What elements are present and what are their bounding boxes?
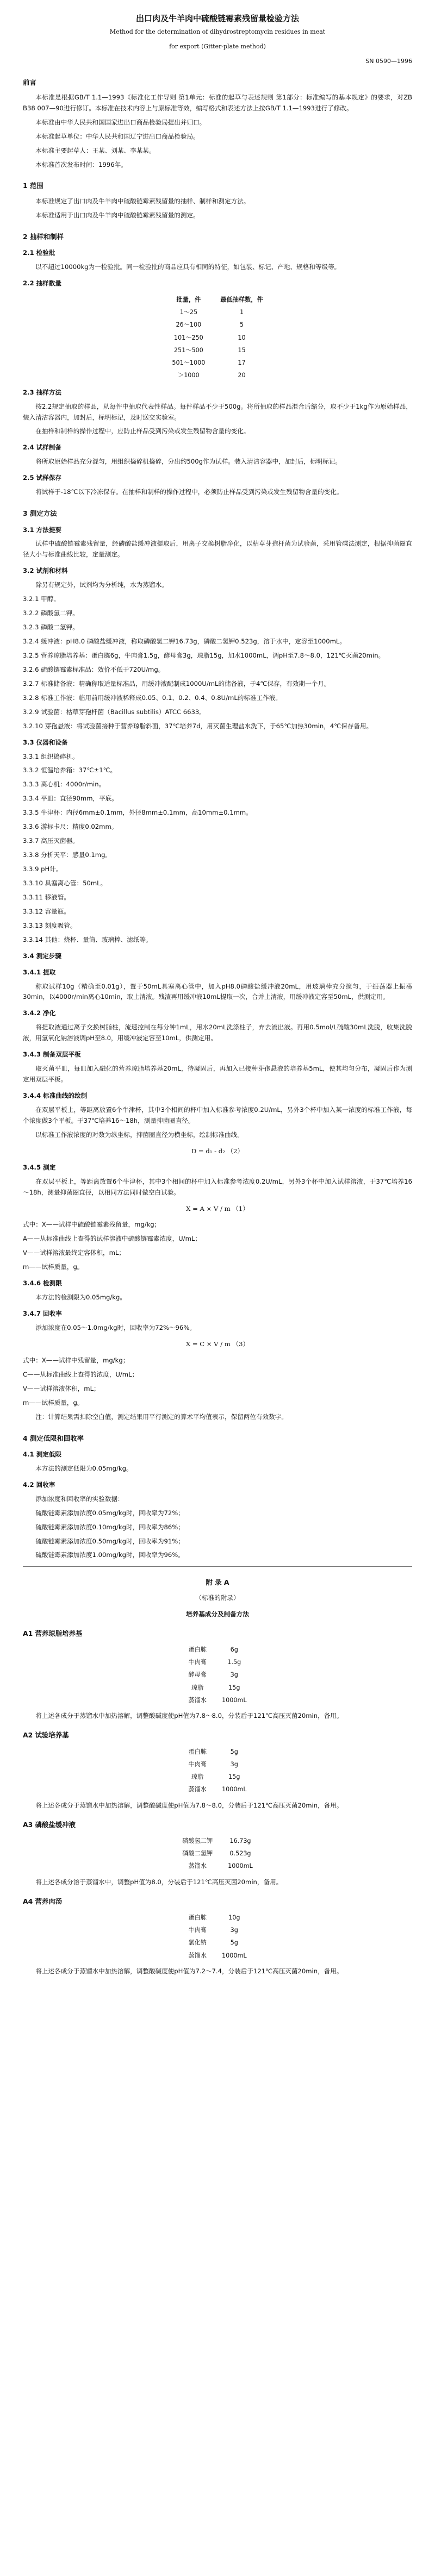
table-cell: 蛋白胨 — [188, 1914, 207, 1921]
table-cell: 氯化钠 — [188, 1939, 207, 1947]
section-title: 2 抽样和制样 — [23, 232, 64, 241]
table-cell: 3g — [230, 1671, 238, 1679]
table-cell: 6g — [230, 1646, 238, 1653]
paragraph: 将上述各成分于蒸馏水中加热溶解，调整酸碱度使pH值为7.8～8.0，分装后于121℃高压灭菌20min，备用。 — [35, 1801, 343, 1809]
table-row — [164, 369, 270, 382]
paragraph: 将上述各成分于蒸馏水中加热溶解，调整酸碱度使pH值为7.2～7.4，分装后于121℃高压灭菌20min，备用。 — [35, 1967, 343, 1975]
equipment-item: 3.3.4 平皿：直径90mm，平底。 — [23, 795, 118, 803]
table-cell: 0.523g — [229, 1850, 251, 1858]
paragraph: 本标准由中华人民共和国国家进出口商品检验局提出并归口。 — [35, 118, 206, 126]
paragraph: 将所取原始样品充分混匀，用组织捣碎机捣碎，分出约500g作为试样。装入清洁容器中，加封后，标明标记。 — [35, 458, 341, 466]
formula-where: V——试样溶液体积，mL； — [23, 1384, 100, 1392]
method-section — [23, 508, 412, 1422]
paragraph: 添加浓度在0.05～1.0mg/kg时，回收率为72%～96%。 — [35, 1324, 196, 1331]
subsection-title: 3.4.6 检测限 — [23, 1279, 62, 1287]
formula-expression: X = A × V / m — [186, 1204, 231, 1212]
equipment-item: 3.3.14 其他：烧杯、量筒、玻璃棒、滤纸等。 — [23, 935, 152, 943]
table-cell: 磷酸氢二钾 — [182, 1837, 213, 1845]
formula-expression: D = d₁ - d₂ — [191, 1147, 225, 1155]
formula-where: 式中：X——试样中残留量，mg/kg； — [23, 1356, 129, 1364]
table-cell: 1～25 — [179, 309, 198, 316]
table-header: 批量，件 — [176, 296, 201, 303]
reagent-item: 3.2.1 甲醇。 — [23, 595, 60, 603]
paragraph: 本标准起草单位：中华人民共和国辽宁进出口商品检验局。 — [35, 132, 200, 140]
paragraph: 在双层平板上，等距离放置6个牛津杯，其中3个相间的杯中加入标准参考浓度0.2U/mL，另外3个杯中加入某一浓度的标准工作液，每个浓度做3个平板。于37℃培养16～18h，测量抑菌圈直径。 — [23, 1105, 412, 1124]
paragraph: 按2.2规定抽取的样品，从每件中抽取代表性样品。每件样品不少于500g。将所抽取的样品混合后缩分，取不少于1kg作为原始样品，装入清洁容器内，加封后，标明标记，及时送交实验室。 — [23, 402, 412, 421]
equipment-item: 3.3.9 pH计。 — [23, 865, 63, 873]
table-cell: 3g — [230, 1927, 238, 1934]
recovery-line: 硫酸链霉素添加浓度1.00mg/kg时，回收率为96%。 — [35, 1551, 184, 1559]
equipment-item: 3.3.11 移液管。 — [23, 893, 70, 901]
table-row — [164, 332, 270, 344]
table-cell: 10g — [228, 1914, 240, 1921]
paragraph: 除另有规定外，试剂均为分析纯，水为蒸馏水。 — [35, 581, 168, 589]
table-cell: 1000mL — [221, 1786, 247, 1793]
equipment-item: 3.3.13 刻度吸管。 — [23, 921, 77, 929]
table-row — [181, 1681, 254, 1694]
appendix-title: 附 录 A — [206, 1578, 229, 1587]
table-row — [175, 1835, 260, 1847]
table-cell: 牛肉膏 — [188, 1927, 207, 1934]
table-row — [181, 1746, 254, 1758]
appendix-subsection-title: A4 营养肉汤 — [23, 1897, 63, 1905]
paragraph: 在双层平板上，等距离放置6个牛津杯，其中3个相间的杯中加入标准参考浓度0.2U/mL，另外3个杯中加入试样溶液，于37℃培养16～18h，测量抑菌圈直径，以相同方法同时做空白试验。 — [23, 1177, 412, 1196]
standard-number: SN 0590—1996 — [365, 57, 412, 65]
reagent-item: 3.2.8 标准工作液：临用前用缓冲液稀释成0.05、0.1、0.2、0.4、0.8U/mL的标准工作液。 — [23, 693, 282, 702]
equipment-item: 3.3.12 容量瓶。 — [23, 907, 70, 915]
appendix-subsection-title: A3 磷酸盐缓冲液 — [23, 1820, 76, 1829]
table-cell: 101～250 — [173, 334, 203, 341]
reagent-item: 3.2.7 标准储备液：精确称取适量标准品，用缓冲液配制成1000U/mL的储备液，于4℃保存，有效期一个月。 — [23, 679, 331, 687]
subsection-title: 4.2 回收率 — [23, 1480, 55, 1489]
paragraph: 在抽样和制样的操作过程中，应防止样品受到污染或发生残留物含量的变化。 — [35, 427, 250, 435]
reagent-item: 3.2.2 磷酸氢二钾。 — [23, 609, 79, 617]
table-cell: 酵母膏 — [188, 1671, 207, 1679]
paragraph: 称取试样10g（精确至0.01g），置于50mL具塞离心管中，加入pH8.0磷酸盐缓冲液20mL，用玻璃棒充分搅匀，于振荡器上振荡30min，以4000r/min离心10min，取上清液。残渣再用缓冲液10mL提取一次，合并上清液，用缓冲液定容至50mL，供测定用。 — [23, 982, 412, 1001]
table-cell: 牛肉膏 — [188, 1760, 207, 1768]
equipment-item: 3.3.7 高压灭菌器。 — [23, 837, 79, 845]
table-header: 最低抽样数，件 — [220, 296, 263, 303]
scope-section — [23, 180, 412, 221]
table-row — [181, 1783, 254, 1796]
table-row — [164, 344, 270, 357]
equipment-item: 3.3.8 分析天平：感量0.1mg。 — [23, 851, 112, 859]
recovery-line: 硫酸链霉素添加浓度0.05mg/kg时，回收率为72%； — [35, 1509, 184, 1517]
note: 注：计算结果需扣除空白值，测定结果用平行测定的算术平均值表示，保留两位有效数字。 — [35, 1412, 288, 1421]
equipment-item: 3.3.10 具塞离心管：50mL。 — [23, 879, 107, 887]
subsection-title: 2.1 检验批 — [23, 249, 55, 257]
formula-where: 式中：X——试样中硫酸链霉素残留量，mg/kg； — [23, 1221, 161, 1229]
paragraph: 本标准适用于出口肉及牛羊肉中硫酸链霉素残留量的测定。 — [35, 211, 200, 219]
table-cell: 3g — [230, 1760, 238, 1768]
table-cell: 5g — [230, 1939, 238, 1947]
formula-where: C——从标准曲线上查得的浓度，U/mL； — [23, 1370, 139, 1378]
equipment-item: 3.3.5 牛津杯：内径6mm±0.1mm，外径8mm±0.1mm，高10mm±0.1mm。 — [23, 809, 252, 817]
table-row — [181, 1936, 254, 1949]
table-cell: 琼脂 — [191, 1684, 204, 1691]
formula — [23, 1339, 412, 1350]
formula-where: m——试样质量，g。 — [23, 1263, 84, 1271]
table-cell: 1.5g — [227, 1659, 241, 1666]
formula — [23, 1204, 412, 1215]
formula-where: A——从标准曲线上查得的试样溶液中硫酸链霉素浓度，U/mL； — [23, 1235, 201, 1243]
appendix-subsection-title: A1 营养琼脂培养基 — [23, 1629, 83, 1637]
paragraph: 将上述各成分于蒸馏水中加热溶解，调整酸碱度使pH值为7.8～8.0，分装后于121℃高压灭菌20min，备用。 — [35, 1712, 343, 1720]
subsection-title: 3.4.3 制备双层平板 — [23, 1051, 81, 1059]
subsection-title: 3.2 试剂和材料 — [23, 567, 68, 575]
table-cell: 501～1000 — [172, 359, 206, 367]
table-row — [181, 1771, 254, 1783]
recipe-table — [181, 1746, 254, 1796]
table-cell: 蛋白胨 — [188, 1646, 207, 1653]
limit-recovery-section — [23, 1433, 412, 1561]
formula-number: （1） — [232, 1204, 249, 1212]
equipment-item: 3.3.3 离心机：4000r/min。 — [23, 780, 105, 789]
paragraph: 本方法的检测限为0.05mg/kg。 — [35, 1293, 126, 1302]
table-row — [181, 1694, 254, 1706]
recovery-line: 硫酸链霉素添加浓度0.50mg/kg时，回收率为91%； — [35, 1537, 184, 1545]
sampling-table — [164, 293, 270, 382]
reagent-item: 3.2.6 硫酸链霉素标准品：效价不低于720U/mg。 — [23, 665, 165, 673]
reagent-item: 3.2.9 试验菌：枯草芽孢杆菌（Bacillus subtilis）ATCC 6633。 — [23, 708, 206, 716]
subsection-title: 3.1 方法提要 — [23, 526, 61, 534]
table-cell: 琼脂 — [191, 1773, 204, 1781]
table-cell: 蛋白胨 — [188, 1748, 207, 1755]
equipment-item: 3.3.2 恒温培养箱：37℃±1℃。 — [23, 766, 117, 774]
table-row — [164, 357, 270, 369]
appendix-section — [23, 1577, 412, 1977]
paragraph: 试样中硫酸链霉素残留量，经磷酸盐缓冲液提取后，用离子交换树脂净化，以枯草芽孢杆菌为试验菌，采用管碟法测定，根据抑菌圈直径大小与标准曲线比较，定量测定。 — [23, 540, 412, 559]
reagent-item: 3.2.3 磷酸二氢钾。 — [23, 623, 79, 632]
sampling-section — [23, 231, 412, 498]
paragraph: 以不超过10000kg为一检验批。同一检验批的商品应具有相同的特征，如包装、标记、产地、规格和等级等。 — [35, 262, 341, 271]
table-cell: 17 — [238, 359, 246, 367]
table-row — [164, 306, 270, 318]
table-row — [181, 1758, 254, 1771]
table-row — [175, 1860, 260, 1872]
subsection-title: 3.4 测定步骤 — [23, 952, 61, 960]
section-divider — [23, 1566, 412, 1567]
table-cell: 5 — [239, 321, 244, 329]
table-cell: 1 — [239, 309, 244, 316]
subsection-title: 3.3 仪器和设备 — [23, 738, 68, 746]
formula-number: （2） — [227, 1147, 244, 1155]
recipe-table — [175, 1835, 260, 1873]
paragraph: 本标准首次发布时间：1996年。 — [35, 160, 127, 168]
subsection-title: 2.4 试样制备 — [23, 443, 61, 452]
subsection-title: 3.4.4 标准曲线的绘制 — [23, 1092, 88, 1099]
reagent-item: 3.2.4 缓冲液：pH8.0 磷酸盐缓冲液，称取磷酸氢二钾16.73g，磷酸二氢钾0.523g，溶于水中，定容至1000mL。 — [23, 637, 346, 645]
document-subtitle-en-2: for export (Gitter-plate method) — [169, 42, 266, 50]
subsection-title: 3.4.2 净化 — [23, 1009, 56, 1017]
table-cell: 5g — [230, 1748, 238, 1755]
reagent-item: 3.2.10 芽孢悬液：将试验菌接种于营养琼脂斜面，37℃培养7d，用灭菌生理盐水洗下，于65℃加热30min，4℃保存备用。 — [23, 722, 373, 730]
table-row — [175, 1847, 260, 1860]
table-cell: 20 — [238, 372, 246, 379]
table-cell: 1000mL — [221, 1952, 247, 1959]
appendix-subsection-title: A2 试验培养基 — [23, 1731, 69, 1740]
table-cell: 蒸馏水 — [188, 1786, 207, 1793]
table-row — [181, 1668, 254, 1681]
formula-expression: X = C × V / m — [185, 1340, 231, 1348]
table-cell: 16.73g — [229, 1837, 251, 1845]
formula-where: m——试样质量，g。 — [23, 1398, 84, 1406]
reagent-item: 3.2.5 营养琼脂培养基：蛋白胨6g，牛肉膏1.5g，酵母膏3g，琼脂15g，加水1000mL，调pH至7.8～8.0，121℃灭菌20min。 — [23, 651, 385, 659]
table-cell: 251～500 — [173, 346, 203, 354]
formula-number: （3） — [232, 1340, 250, 1348]
document-subtitle-en: Method for the determination of dihydrostreptomycin residues in meat — [109, 28, 326, 35]
subsection-title: 3.4.5 测定 — [23, 1163, 56, 1171]
equipment-item: 3.3.1 组织捣碎机。 — [23, 752, 79, 760]
paragraph: 本标准规定了出口肉及牛羊肉中硫酸链霉素残留量的抽样、制样和测定方法。 — [35, 197, 250, 205]
paragraph: 本标准是根据GB/T 1.1—1993《标准化工作导则 第1单元：标准的起草与表述规则 第1部分：标准编写的基本规定》的要求，对ZB B38 007—90进行修订。本标准在技术内容上与原标准等效，编写格式和表述方法上按GB/T 1.1—1993进行了修改。 — [23, 93, 412, 112]
paragraph: 取灭菌平皿，每皿加入融化的营养琼脂培养基20mL，待凝固后，再加入已接种芽孢悬液的培养基5mL，使其均匀分布，凝固后作为测定用双层平板。 — [23, 1065, 412, 1084]
document-title: 出口肉及牛羊肉中硫酸链霉素残留量检验方法 — [135, 14, 299, 23]
table-cell: 15g — [228, 1684, 240, 1691]
subsection-title: 2.2 抽样数量 — [23, 279, 61, 287]
formula-where: V——试样溶液最终定容体积，mL； — [23, 1249, 125, 1257]
appendix-subtitle-2: 培养基成分及制备方法 — [186, 1610, 249, 1618]
table-cell: ＞1000 — [178, 372, 200, 379]
section-title: 4 测定低限和回收率 — [23, 1434, 84, 1442]
table-cell: 1000mL — [221, 1696, 247, 1704]
paragraph: 将上述各成分溶于蒸馏水中，调整pH值为8.0，分装后于121℃高压灭菌20min，备用。 — [35, 1878, 283, 1886]
table-cell: 蒸馏水 — [188, 1696, 207, 1704]
table-row — [164, 318, 270, 331]
paragraph: 将提取液通过离子交换树脂柱，流速控制在每分钟1mL，用水20mL洗涤柱子，弃去流出液。再用0.5mol/L硫酸30mL洗脱，收集洗脱液，用氢氧化钠溶液调pH至8.0，用缓冲液定容至10mL，供测定用。 — [23, 1023, 412, 1042]
recipe-table — [181, 1643, 254, 1706]
subsection-title: 4.1 测定低限 — [23, 1450, 61, 1458]
table-cell: 10 — [238, 334, 246, 341]
paragraph: 将试样于-18℃以下冷冻保存。在抽样和制样的操作过程中，必须防止样品受到污染或发生残留物含量的变化。 — [35, 488, 343, 496]
table-cell: 蒸馏水 — [188, 1862, 207, 1870]
table-row — [181, 1643, 254, 1656]
preface-section — [23, 77, 412, 171]
subsection-title: 2.3 抽样方法 — [23, 388, 61, 396]
paragraph: 本方法的测定低限为0.05mg/kg。 — [35, 1464, 133, 1472]
equipment-item: 3.3.6 游标卡尺：精度0.02mm。 — [23, 823, 118, 831]
subsection-title: 3.4.1 提取 — [23, 968, 56, 976]
table-cell: 蒸馏水 — [188, 1952, 207, 1959]
subsection-title: 3.4.7 回收率 — [23, 1310, 62, 1318]
section-title: 3 测定方法 — [23, 509, 57, 518]
table-cell: 1000mL — [228, 1862, 253, 1870]
paragraph: 以标准工作液浓度的对数为纵坐标，抑菌圈直径为横坐标，绘制标准曲线。 — [35, 1130, 244, 1139]
table-cell: 磷酸二氢钾 — [182, 1850, 213, 1858]
table-cell: 26～100 — [176, 321, 202, 329]
formula — [23, 1146, 412, 1157]
table-cell: 15g — [228, 1773, 240, 1781]
paragraph: 添加浓度和回收率的实验数据： — [35, 1495, 124, 1503]
subsection-title: 2.5 试样保存 — [23, 474, 61, 482]
recovery-line: 硫酸链霉素添加浓度0.10mg/kg时，回收率为86%； — [35, 1523, 184, 1531]
paragraph: 本标准主要起草人：王某、刘某、李某某。 — [35, 146, 156, 154]
preface-title: 前言 — [23, 78, 36, 86]
table-row — [181, 1911, 254, 1924]
table-cell: 15 — [238, 346, 246, 354]
table-cell: 牛肉膏 — [188, 1659, 207, 1666]
table-row — [181, 1656, 254, 1668]
recipe-table — [181, 1911, 254, 1962]
table-row — [181, 1949, 254, 1962]
appendix-subtitle: （标准的附录） — [195, 1593, 240, 1602]
section-title: 1 范围 — [23, 182, 44, 190]
table-row — [181, 1924, 254, 1936]
